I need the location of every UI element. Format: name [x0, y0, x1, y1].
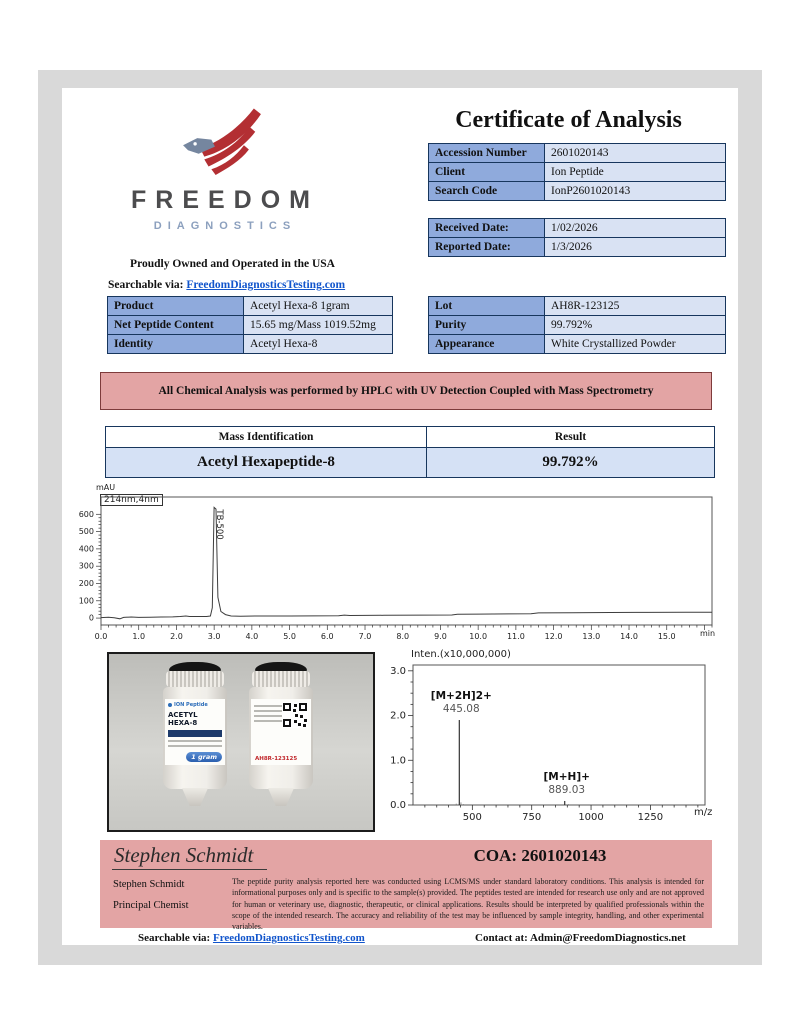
table-header-row	[106, 427, 715, 448]
searchable-label: Searchable via:	[108, 279, 184, 291]
table-row	[106, 448, 715, 478]
svg-text:12.0: 12.0	[544, 632, 563, 641]
svg-text:0: 0	[88, 613, 94, 623]
footer-contact: Contact at: Admin@FreedomDiagnostics.net	[475, 932, 686, 944]
chromatogram-y-axis-label: mAU	[96, 483, 116, 492]
vial-cap-rib	[166, 671, 224, 687]
mass-id-header: Mass Identification	[106, 427, 427, 448]
svg-text:1.0: 1.0	[390, 755, 406, 767]
svg-text:1.0: 1.0	[132, 632, 146, 641]
row-value: Acetyl Hexa-8	[244, 335, 393, 354]
svg-text:400: 400	[78, 544, 94, 554]
svg-text:500: 500	[462, 812, 482, 823]
row-label: Appearance	[429, 335, 545, 354]
chromatogram-x-axis-unit: min	[700, 629, 716, 638]
chromatogram-channel-label: 214nm,4nm	[100, 494, 163, 506]
svg-text:200: 200	[78, 578, 94, 588]
table-row	[429, 297, 726, 316]
product-table	[107, 296, 393, 354]
searchable-line	[108, 279, 345, 291]
row-value: 1/02/2026	[545, 219, 726, 238]
svg-text:5.0: 5.0	[283, 632, 296, 641]
svg-text:300: 300	[78, 561, 94, 571]
row-value: 99.792%	[545, 316, 726, 335]
mass-spectrum-title: Inten.(x10,000,000)	[411, 649, 511, 660]
svg-text:13.0: 13.0	[582, 632, 601, 641]
row-label: Purity	[429, 316, 545, 335]
svg-text:7.0: 7.0	[358, 632, 372, 641]
gram-badge: 1 gram	[186, 752, 222, 762]
svg-text:2.0: 2.0	[390, 710, 406, 722]
vial-label-back	[251, 699, 311, 765]
logo-wordmark: FREEDOM	[131, 186, 319, 214]
disclaimer-text: The peptide purity analysis reported here was conducted using LCMS/MS under standard laboratory conditions. This analysis is intended for informational purposes only and is specific to the sample(s) provided. The peptides tested are intended for research use only and are not approved for human or veterinary use, diagnostic, therapeutic, or clinical applications. Results should be interpreted by qualified professionals within the scope of the intended research. The accuracy and reliability of the test may be influenced by sample integrity, handling, and other experimental variables.	[232, 877, 704, 932]
product-photo	[107, 652, 375, 832]
row-label: Client	[429, 163, 545, 182]
svg-text:750: 750	[522, 812, 542, 823]
svg-text:9.0: 9.0	[434, 632, 447, 641]
table-row	[429, 182, 726, 201]
chemist-name: Stephen Schmidt	[113, 879, 185, 890]
row-label: Received Date:	[429, 219, 545, 238]
svg-text:100: 100	[78, 596, 94, 606]
row-value: 15.65 mg/Mass 1019.52mg	[244, 316, 393, 335]
table-row	[108, 316, 393, 335]
svg-text:11.0: 11.0	[506, 632, 525, 641]
table-row	[429, 219, 726, 238]
mass-spectrum-x-axis-unit: m/z	[694, 807, 713, 818]
chemist-role: Principal Chemist	[113, 900, 189, 911]
eagle-flag-logo-icon	[176, 104, 268, 178]
table-row	[429, 163, 726, 182]
label-fineprint-line	[254, 710, 282, 712]
svg-text:14.0: 14.0	[620, 632, 638, 641]
mass-identification-table	[105, 426, 715, 478]
footer-searchable-label: Searchable via:	[138, 932, 211, 944]
row-value: AH8R-123125	[545, 297, 726, 316]
vial-product-name: ACETYL HEXA-8	[168, 711, 198, 727]
row-label: Reported Date:	[429, 238, 545, 257]
table-row	[429, 238, 726, 257]
row-label: Product	[108, 297, 244, 316]
footer-signoff-block	[100, 840, 712, 932]
brand-name: ION Peptide	[174, 702, 208, 708]
svg-text:8.0: 8.0	[396, 632, 410, 641]
logo-subtitle: DIAGNOSTICS	[153, 220, 297, 232]
vial-label	[165, 699, 225, 765]
signature: Stephen Schmidt	[112, 843, 267, 870]
svg-text:600: 600	[78, 509, 94, 519]
vial-lot-number: AH8R-123125	[255, 756, 298, 762]
vial-cap-rib	[252, 671, 310, 687]
vial-tip	[268, 788, 294, 806]
coa-number: COA: 2601020143	[473, 846, 607, 865]
table-row	[429, 144, 726, 163]
row-label: Accession Number	[429, 144, 545, 163]
dates-table	[428, 218, 726, 257]
hplc-chromatogram-chart	[78, 484, 715, 647]
row-label: Net Peptide Content	[108, 316, 244, 335]
svg-text:445.08: 445.08	[442, 703, 480, 716]
table-row	[429, 335, 726, 354]
table-row	[108, 335, 393, 354]
footer-searchable-link[interactable]: FreedomDiagnosticsTesting.com	[212, 932, 365, 944]
label-fineprint-line	[254, 715, 282, 717]
label-navy-band	[168, 730, 222, 737]
svg-text:1250: 1250	[637, 812, 664, 823]
result-value: 99.792%	[427, 448, 715, 478]
svg-text:15.0: 15.0	[657, 632, 676, 641]
svg-text:2.0: 2.0	[170, 632, 183, 641]
accession-table	[428, 143, 726, 201]
table-row	[108, 297, 393, 316]
label-fineprint-line	[168, 740, 222, 742]
row-label: Lot	[429, 297, 545, 316]
svg-text:10.0: 10.0	[469, 632, 488, 641]
label-fineprint-line	[254, 705, 282, 707]
row-value: IonP2601020143	[545, 182, 726, 201]
row-value: Acetyl Hexa-8 1gram	[244, 297, 393, 316]
vial-back	[245, 662, 317, 806]
svg-text:6.0: 6.0	[320, 632, 334, 641]
svg-text:TB-500: TB-500	[214, 509, 225, 540]
svg-text:3.0: 3.0	[390, 665, 406, 677]
svg-text:500: 500	[78, 527, 94, 537]
row-label: Identity	[108, 335, 244, 354]
footer-searchable-line	[138, 932, 365, 944]
mass-id-value: Acetyl Hexapeptide-8	[106, 448, 427, 478]
vial-tip	[182, 788, 208, 806]
page-title: Certificate of Analysis	[455, 107, 682, 133]
lot-table	[428, 296, 726, 354]
row-value: Ion Peptide	[545, 163, 726, 182]
tagline: Proudly Owned and Operated in the USA	[130, 258, 335, 270]
table-row	[429, 316, 726, 335]
row-value: 2601020143	[545, 144, 726, 163]
svg-text:4.0: 4.0	[245, 632, 259, 641]
analysis-method-banner: All Chemical Analysis was performed by HPLC with UV Detection Coupled with Mass Spectrometry	[100, 372, 712, 410]
vial-front	[159, 662, 231, 806]
row-value: 1/3/2026	[545, 238, 726, 257]
searchable-link[interactable]: FreedomDiagnosticsTesting.com	[186, 279, 346, 291]
vial-body	[163, 687, 227, 789]
result-header: Result	[427, 427, 715, 448]
row-value: White Crystallized Powder	[545, 335, 726, 354]
brand-logo-icon	[168, 703, 172, 707]
svg-text:3.0: 3.0	[207, 632, 221, 641]
vial-body	[249, 687, 313, 789]
svg-text:889.03: 889.03	[548, 783, 586, 796]
svg-text:[M+2H]2+: [M+2H]2+	[430, 690, 492, 703]
svg-text:1000: 1000	[578, 812, 604, 823]
mass-spectrum-chart	[385, 648, 715, 830]
svg-text:0.0: 0.0	[390, 800, 406, 811]
label-fineprint-line	[254, 720, 282, 722]
svg-text:0.0: 0.0	[94, 632, 108, 641]
brand-row	[168, 702, 222, 708]
qr-code-icon	[282, 702, 308, 728]
label-fineprint-line	[168, 745, 222, 747]
svg-text:[M+H]+: [M+H]+	[543, 770, 590, 783]
row-label: Search Code	[429, 182, 545, 201]
